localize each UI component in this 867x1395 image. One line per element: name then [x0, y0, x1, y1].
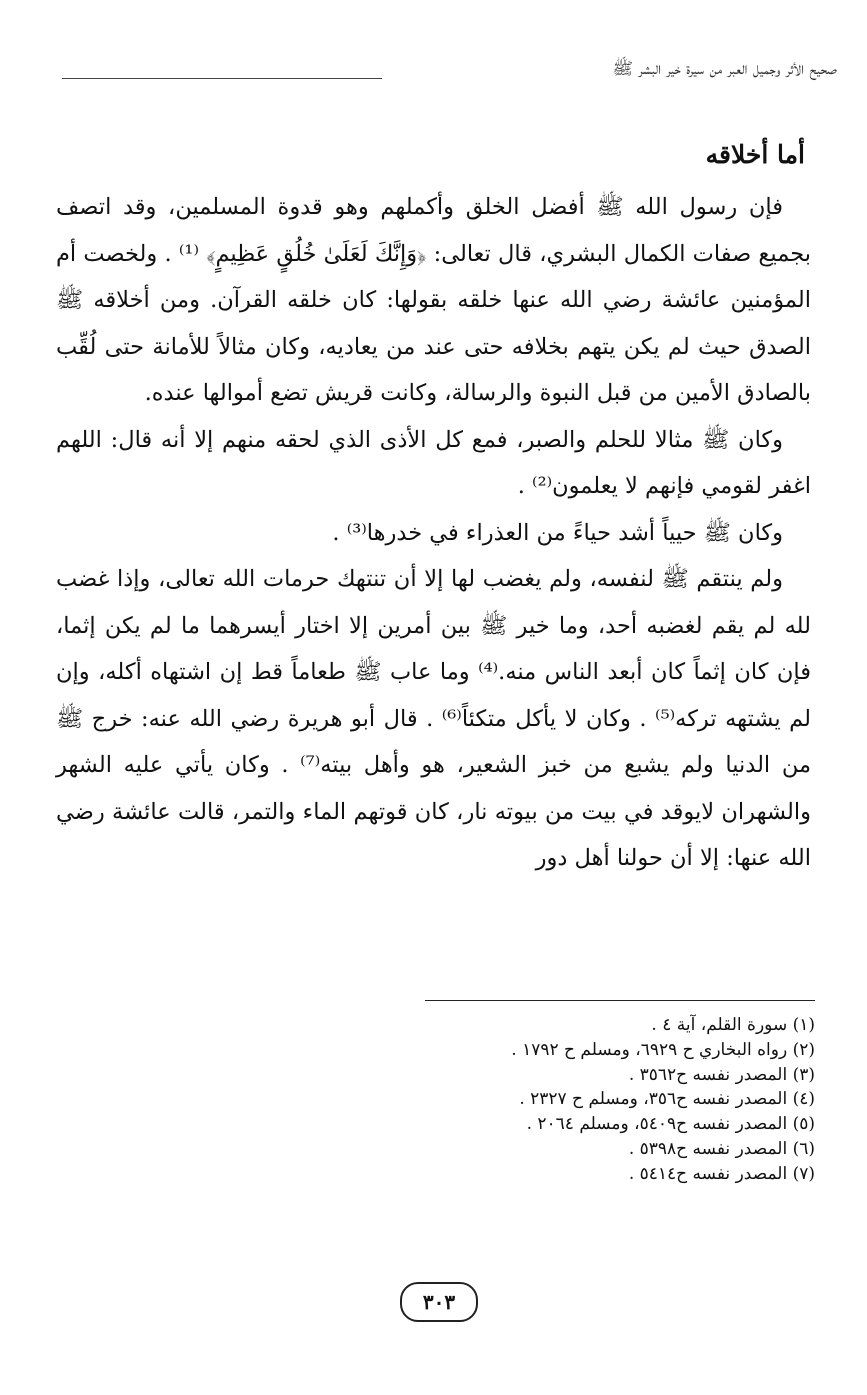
- paragraph: ولم ينتقم ﷺ لنفسه، ولم يغضب لها إلا أن تنتهك حرمات الله تعالى، وإذا غضب لله لم يقم لغضبه أحد، وما خير ﷺ بين أمرين إلا اختار أيسرهما ما لم يكن إثما، فإن كان إثماً كان أبعد الناس منه.⁽⁴⁾ وما عاب ﷺ طعاماً قط إن اشتهاه أكله، وإن لم يشتهه تركه⁽⁵⁾ . وكان لا يأكل متكئاً⁽⁶⁾ . قال أبو هريرة رضي الله عنه: خرج ﷺ من الدنيا ولم يشبع من خبز الشعير، هو وأهل بيته⁽⁷⁾ . وكان يأتي عليه الشهر والشهران لايوقد في بيت من بيوته نار، كان قوتهم الماء والتمر، قالت عائشة رضي الله عنها: إلا أن حولنا أهل دور: [56, 566, 811, 871]
- paragraph: وكان ﷺ حيياً أشد حياءً من العذراء في خدرها⁽³⁾ .: [332, 519, 783, 546]
- footnote-6: (٦) المصدر نفسه ح٥٣٩٨ .: [628, 1138, 815, 1159]
- footnote-2: (٢) رواه البخاري ح ٦٩٢٩، ومسلم ح ١٧٩٢ .: [511, 1039, 815, 1060]
- footnotes: [56, 1013, 815, 1187]
- paragraph: وكان ﷺ مثالا للحلم والصبر، فمع كل الأذى الذي لحقه منهم إلا أنه قال: اللهم اغفر لقومي فإنهم لا يعلمون⁽²⁾ .: [56, 426, 811, 499]
- footnote-4: (٤) المصدر نفسه ح٣٥٦، ومسلم ح ٢٣٢٧ .: [519, 1089, 815, 1110]
- header-title: صحيح الأثر وجميل العبر من سيرة خير البشر ﷺ: [612, 59, 837, 79]
- body-text: [56, 184, 811, 882]
- footnote-5: (٥) المصدر نفسه ح٥٤٠٩، ومسلم ٢٠٦٤ .: [526, 1114, 815, 1135]
- page-number: ٣٠٣: [400, 1282, 478, 1322]
- header-rule: [62, 78, 382, 79]
- footnote-3: (٣) المصدر نفسه ح٣٥٦٢ .: [628, 1064, 815, 1085]
- footnote-1: (١) سورة القلم، آية ٤ .: [651, 1015, 815, 1035]
- section-heading: أما أخلاقه: [705, 140, 805, 169]
- footnote-separator: [425, 1000, 815, 1001]
- paragraph: فإن رسول الله ﷺ أفضل الخلق وأكملهم وهو قدوة المسلمين، وقد اتصف بجميع صفات الكمال البشري، قال تعالى: ﴿وَإِنَّكَ لَعَلَىٰ خُلُقٍ عَظِيمٍ﴾ ⁽¹⁾ . ولخصت أم المؤمنين عائشة رضي الله عنها خلقه بقولها: كان خلقه القرآن. ومن أخلاقه ﷺ الصدق حيث لم يكن يتهم بخلافه حتى عند من يعاديه، وكان مثالاً للأمانة حتى لُقِّب بالصادق الأمين من قبل النبوة والرسالة، وكانت قريش تضع أموالها عنده.: [56, 194, 811, 406]
- running-header: [62, 58, 837, 88]
- footnote-7: (٧) المصدر نفسه ح٥٤١٤ .: [628, 1163, 815, 1184]
